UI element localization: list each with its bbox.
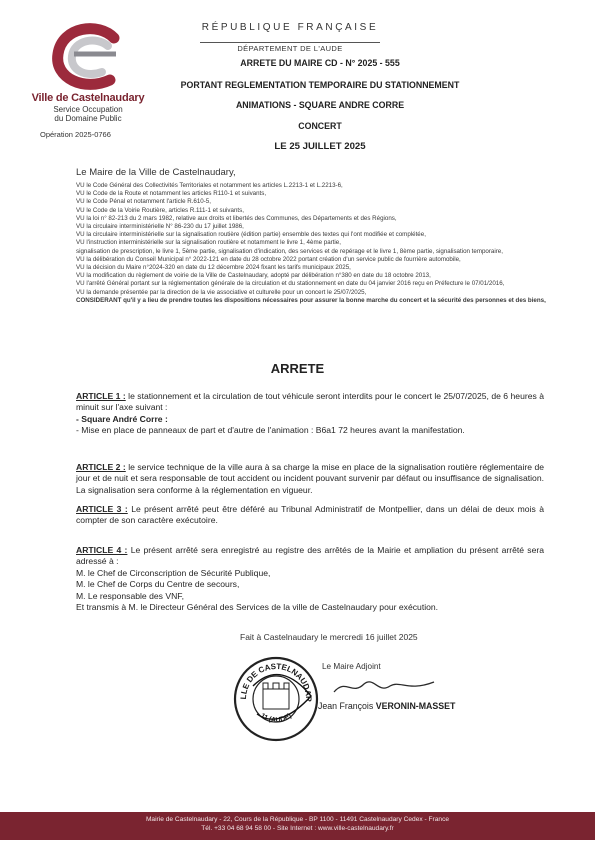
vu-line: VU la demande présentée par la direction de la vie associative et culturelle pour un concert le 25/07/2025, [76,288,367,296]
maire-line: Le Maire de la Ville de Castelnaudary, [76,167,236,178]
signatory-role: Le Maire Adjoint [322,662,381,671]
recipient-item: Et transmis à M. le Directeur Général des Services de la ville de Castelnaudary pour exécution. [76,602,439,613]
article-4-label: ARTICLE 4 : [76,545,128,555]
article-2 [76,462,544,496]
recipient-item: M. Le responsable des VNF, [76,590,184,601]
vu-line: VU l'instruction interministérielle sur la signalisation routière et notamment le livre 1, 4ème partie, [76,239,341,247]
vu-line: VU la décision du Maire n°2024-320 en date du 12 décembre 2024 fixant les tarifs municipaux 2025, [76,264,351,272]
department-header: DÉPARTEMENT DE L'AUDE [200,42,380,53]
signed-at: Fait à Castelnaudary le mercredi 16 juillet 2025 [240,632,418,642]
republic-header: RÉPUBLIQUE FRANÇAISE [201,22,379,33]
article-4 [76,545,544,613]
signatory-first-name: Jean François [318,701,374,711]
vu-line: VU la circulaire interministérielle sur la signalisation routière (édition partie) ensemble des textes qui l'ont modifiée et complétée, [76,231,426,239]
vu-line: VU la modification du règlement de voirie de la Ville de Castelnaudary, adopté par délibération n°380 en date du 18 octobre 2013, [76,272,431,280]
vu-line: VU l'arrêté Général portant sur la réglementation générale de la circulation et du stationnement en date du 04 janvier 2016 reçu en Préfecture le 07/01/2016, [76,280,505,288]
article-3-text: Le présent arrêté peut être déféré au Tribunal Administratif de Montpellier, dans un délai de deux mois à compter de son caractère exécutoire. [76,504,545,526]
city-name: Ville de Castelnaudary [31,92,145,104]
article-1-item-street: - Square André Corre : [76,413,168,424]
vu-line: VU le Code Général des Collectivités Territoriales et notamment les articles L.2213-1 et L.2213-6, [76,182,343,189]
signatory-name [318,701,455,711]
vu-line: VU la loi n° 82-213 du 2 mars 1982, relative aux droits et libertés des Communes, des Départements et des Régions, [76,214,397,222]
article-1-label: ARTICLE 1 : [76,391,126,401]
considerant-line: CONSIDERANT qu'il y a lieu de prendre toutes les dispositions nécessaires pour assurer la bonne marche du concert et la sécurité des personnes et des biens, [76,296,546,304]
recipient-item: M. le Chef de Corps du Centre de secours, [76,579,240,590]
vu-line: VU le Code Pénal et notamment l'article R.610-5, [76,198,211,206]
vu-line: VU la délibération du Conseil Municipal n° 2022-121 en date du 28 octobre 2022 portant création d'un service public de fourrière automobile, [76,255,461,263]
vu-line: VU la circulaire interministérielle N° 86-230 du 17 juillet 1986, [76,223,244,231]
vu-line: VU le Code de la Route et notamment les articles R110-1 et suivants, [76,190,267,198]
city-seal-icon [233,656,319,742]
arrete-heading: ARRETE [270,361,325,376]
article-3-label: ARTICLE 3 : [76,504,128,514]
article-1 [76,391,544,437]
article-1-item-signs: - Mise en place de panneaux de part et d'autre de l'animation : B6a1 72 heures avant la manifestation. [76,425,465,436]
article-2-label: ARTICLE 2 : [76,462,126,472]
stamp-top-text: LLE DE CASTELNAUDAR [238,661,314,702]
footer-contact: Tél. +33 04 68 94 58 00 - Site Internet : www.ville-castelnaudary.fr [201,824,394,832]
handwritten-signature-icon [330,674,440,698]
article-2-text: le service technique de la ville aura à sa charge la mise en place de la signalisation routière réglementaire de jour et de nuit et sera responsable de tout accident ou incident pouvant survenir par défaut ou insuffisance de signalisation. La signalisation sera conforme à la réglementation en vigueur. [76,462,545,495]
article-1-text: le stationnement et la circulation de tout véhicule seront interdits pour le concert le 25/07/2025, de 6 heures à minuit sur l'axe suivant : [76,391,544,413]
decree-number: ARRETE DU MAIRE CD - N° 2025 - 555 [240,58,400,68]
vu-line: signalisation de prescription, le livre 1, 5ème partie, signalisation d'indication, des services et de repérage et le livre 1, 8ème partie, signalisation temporaire, [76,247,503,255]
decree-subject: PORTANT REGLEMENTATION TEMPORAIRE DU STATIONNEMENT [180,80,460,90]
decree-date: LE 25 JUILLET 2025 [274,141,366,152]
service-line-1: Service Occupation [53,105,123,114]
recipient-item: M. le Chef de Circonscription de Sécurité Publique, [76,567,271,578]
decree-event: CONCERT [298,121,342,131]
vu-list [76,182,546,305]
page-footer [0,812,595,840]
decree-location: ANIMATIONS - SQUARE ANDRE CORRE [235,100,405,110]
article-3 [76,504,544,527]
svg-text:VILLE DE CASTELNAUDARY [233,656,313,702]
service-line-2: du Domaine Public [54,114,122,123]
signatory-last-name: VERONIN-MASSET [375,701,456,711]
footer-address: Mairie de Castelnaudary - 22, Cours de la République - BP 1100 - 11491 Castelnaudary Cedex - France [145,816,450,823]
operation-number: Opération 2025-0766 [40,130,111,139]
stamp-bottom-text: 11 (AUDE) [259,712,293,725]
vu-line: VU le Code de la Voirie Routière, articles R.111-1 et suivants, [76,206,244,214]
article-4-text: Le présent arrêté sera enregistré au registre des arrêtés de la Mairie et ampliation du présent arrêté sera adressé à : [76,545,545,567]
